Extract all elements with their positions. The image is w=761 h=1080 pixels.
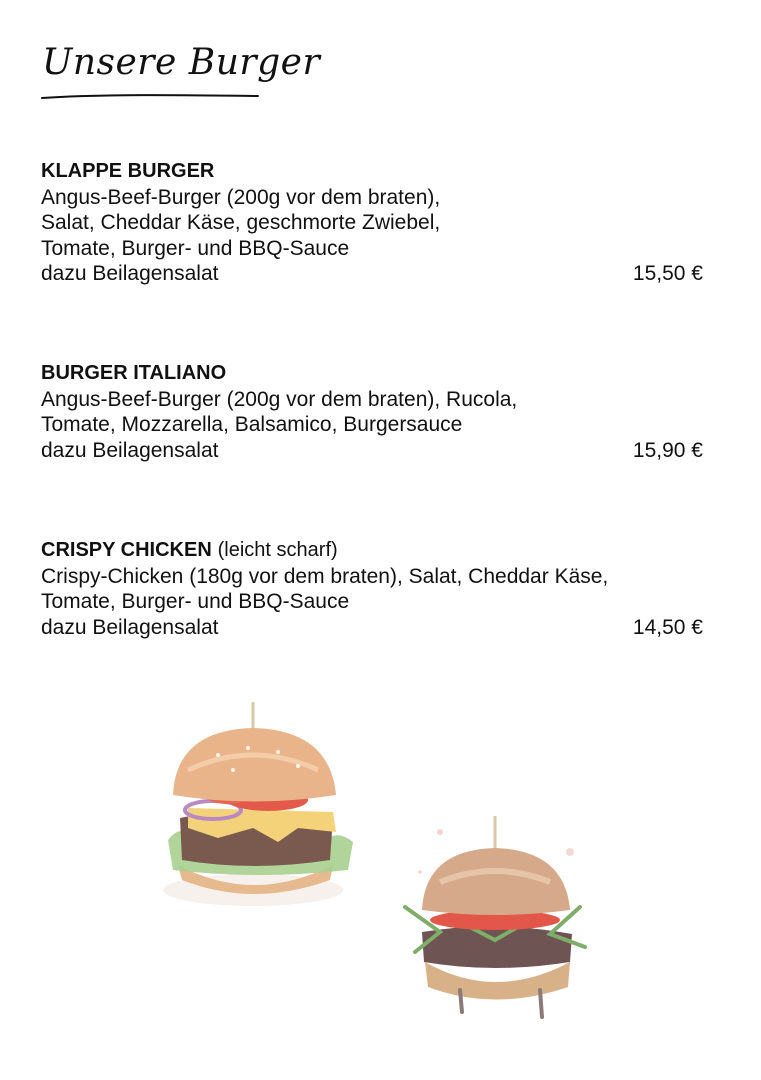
menu-item-side: dazu Beilagensalat [41,615,219,639]
menu-item-price-row [41,438,703,464]
menu-item-price: 15,90 € [632,438,703,462]
menu-item-description: Salat, Cheddar Käse, geschmorte Zwiebel, [41,211,441,234]
menu-item-title [41,360,703,387]
menu-item-note: (leicht scharf) [217,539,338,561]
menu-item-crispy-chicken [41,537,703,640]
menu-item-klappe-burger [41,158,703,287]
menu-item-description: Tomate, Mozzarella, Balsamico, Burgersauce [41,413,463,436]
menu-item-name: CRISPY CHICKEN [41,539,212,561]
menu-item-description: Tomate, Burger- und BBQ-Sauce [41,590,350,613]
page-title: Unsere Burger [42,42,321,83]
menu-item-name: BURGER ITALIANO [41,362,227,384]
menu-item-price: 15,50 € [632,262,703,285]
menu-item-title [41,158,703,185]
menu-item-price: 14,50 € [632,615,703,639]
menu-item-side: dazu Beilagensalat [41,438,219,462]
menu-item-price-row [41,615,703,641]
burger-illustration-classic [158,700,368,915]
menu-item-description: Tomate, Burger- und BBQ-Sauce [41,236,350,260]
menu-item-side: dazu Beilagensalat [41,262,219,285]
menu-item-description: Angus-Beef-Burger (200g vor dem braten), [41,185,441,209]
menu-item-title [41,537,703,564]
menu-item-price-row [41,261,703,287]
menu-item-description: Crispy-Chicken (180g vor dem braten), Salat, Cheddar Käse, [41,564,609,588]
menu-item-description: Angus-Beef-Burger (200g vor dem braten), Rucola, [41,387,518,411]
page-title-block [40,38,321,108]
burger-illustration-rustic [400,812,595,1027]
menu-item-name: KLAPPE BURGER [41,160,215,182]
title-underline [40,90,270,104]
menu-item-burger-italiano [41,360,703,463]
